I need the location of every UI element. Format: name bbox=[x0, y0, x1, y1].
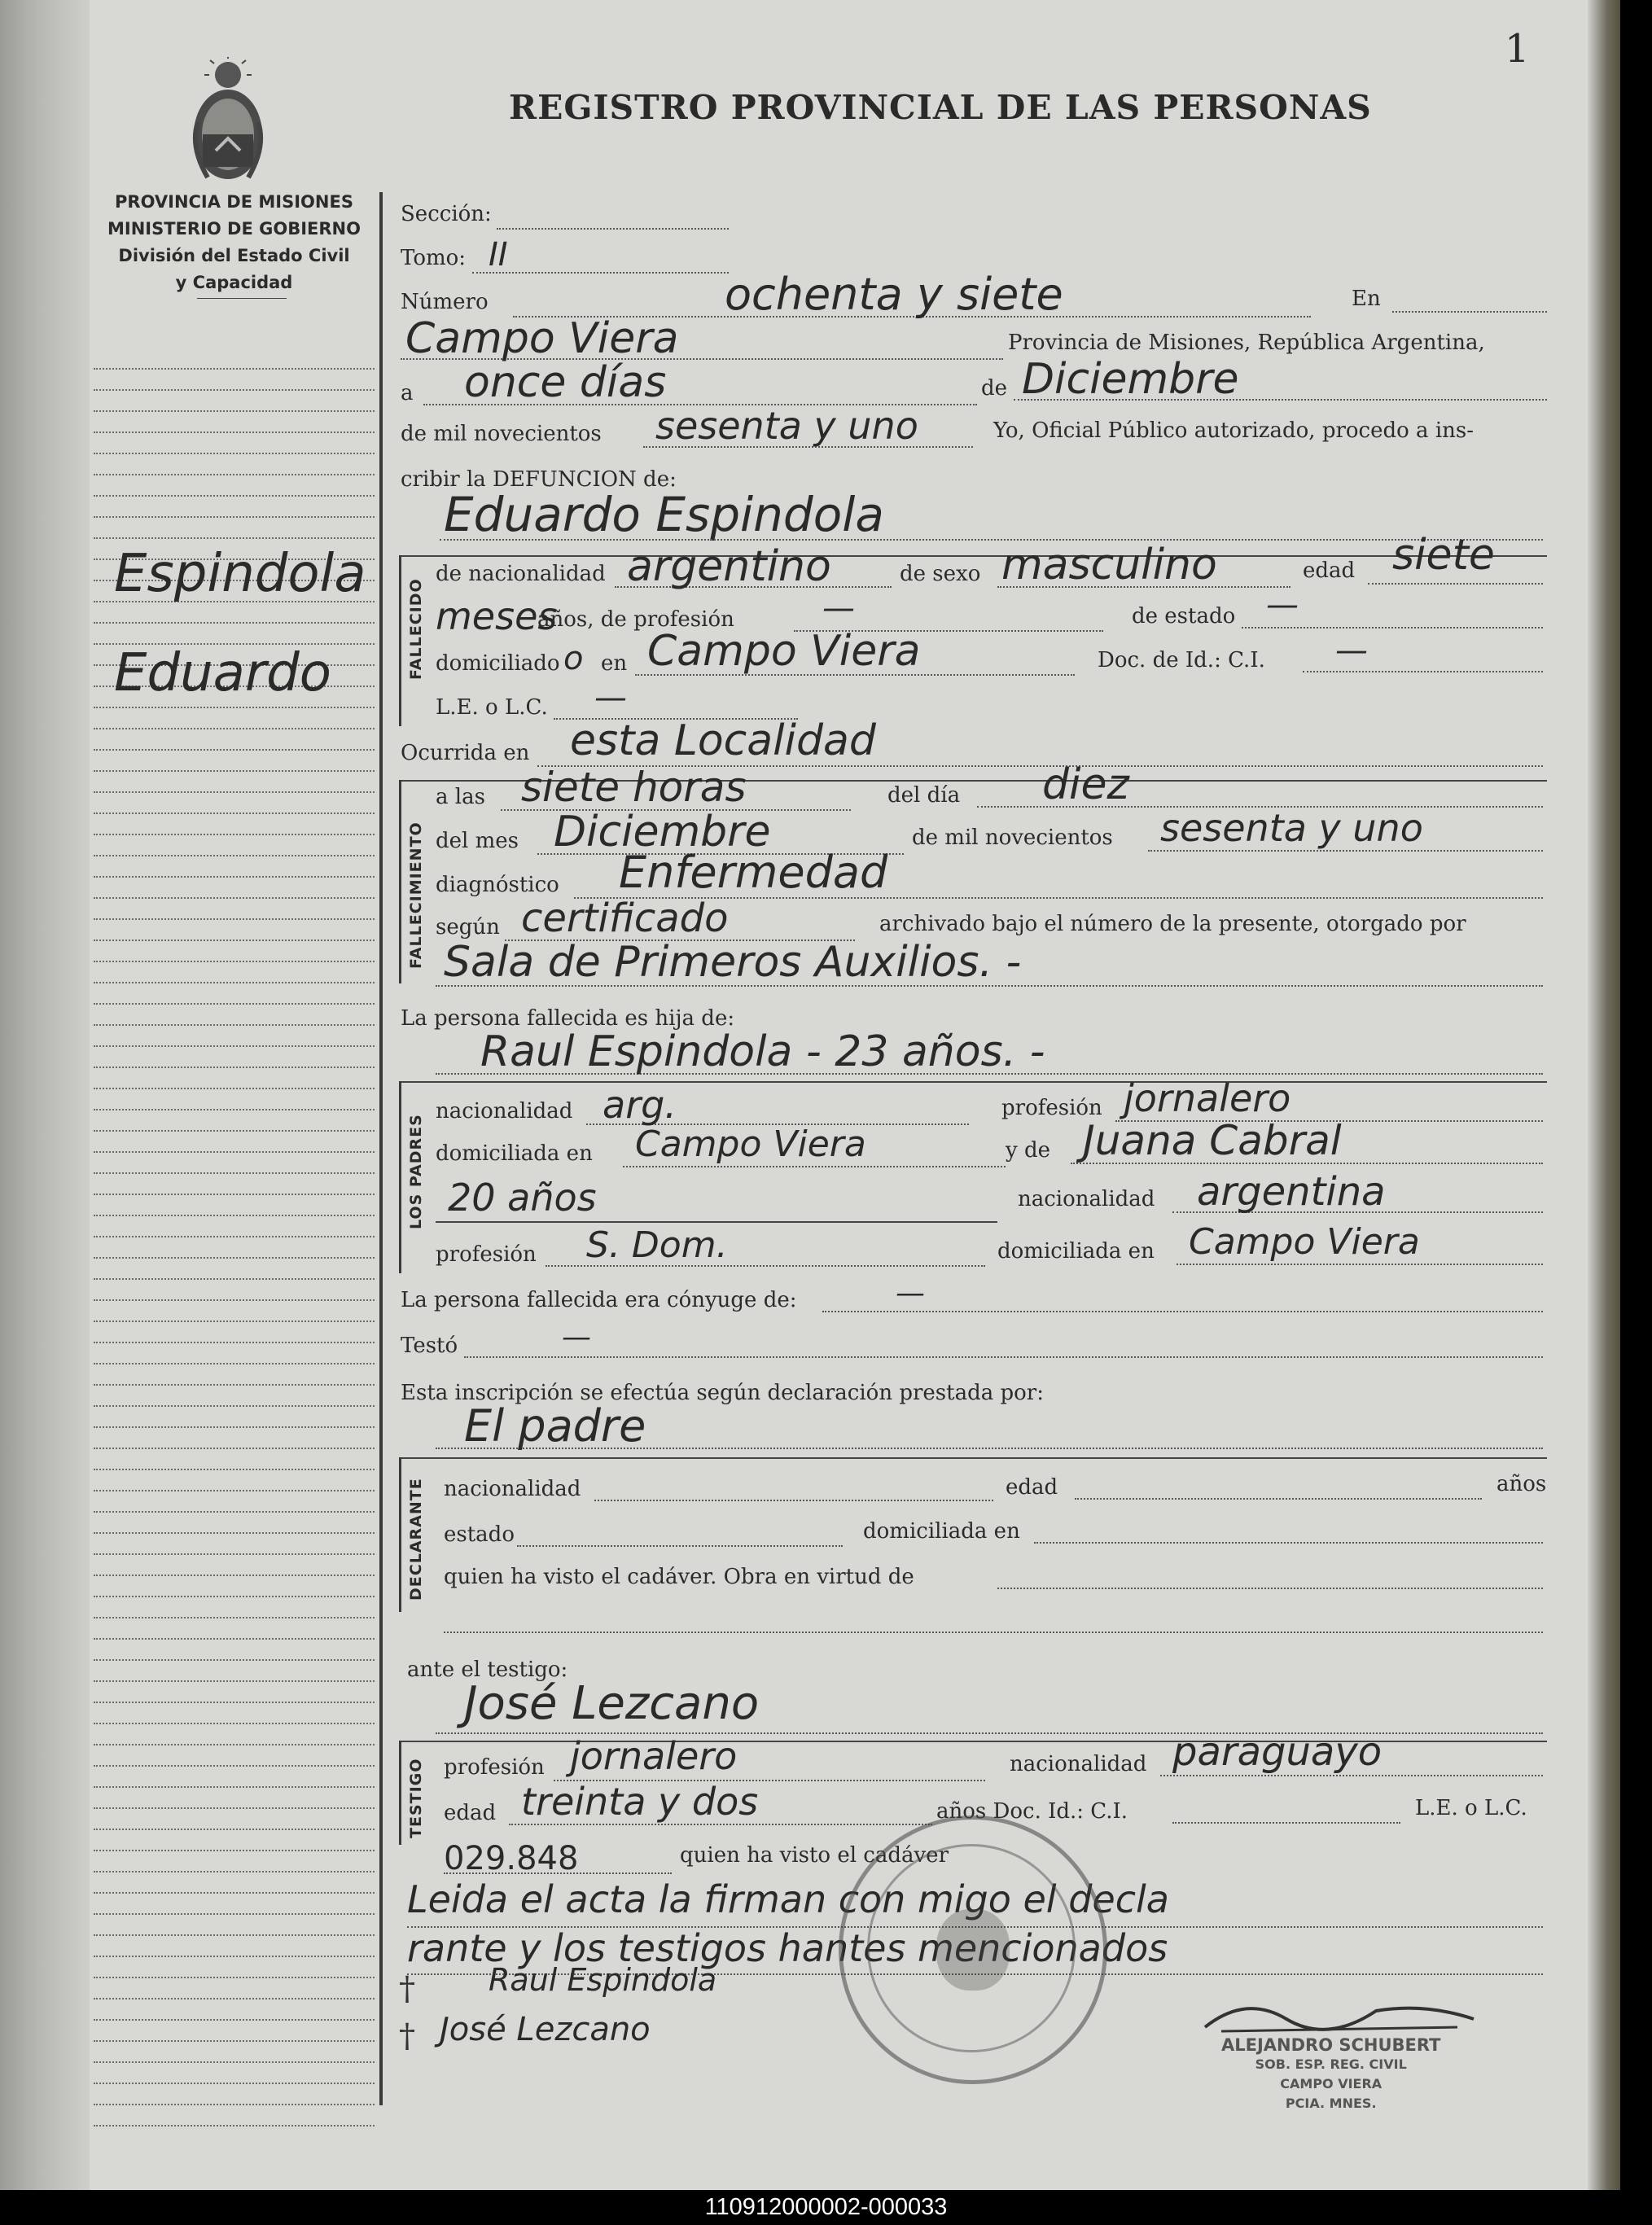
value-sexo: masculino bbox=[1001, 541, 1217, 589]
label-segun: según bbox=[436, 915, 500, 939]
value-meses: meses bbox=[436, 594, 558, 638]
cross-mark-2: † bbox=[399, 2017, 415, 2055]
closing-line-1: Leida el acta la firman con migo el decla bbox=[407, 1877, 1169, 1921]
label-del-dia: del día bbox=[887, 783, 961, 808]
label-a: a bbox=[401, 381, 414, 405]
label-t-profesion: profesión bbox=[444, 1755, 545, 1780]
value-segun: certificado bbox=[521, 896, 729, 941]
value-lugar: Campo Viera bbox=[405, 314, 679, 363]
value-declarante: El padre bbox=[464, 1400, 646, 1452]
label-padre-domiciliada: domiciliada en bbox=[436, 1141, 593, 1166]
section-fallecido: FALLECIDO bbox=[407, 578, 425, 680]
label-madre-profesion: profesión bbox=[436, 1242, 537, 1267]
label-de-mil: de mil novecientos bbox=[401, 422, 602, 446]
header-capacity: y Capacidad bbox=[175, 273, 293, 292]
label-t-visto: quien ha visto el cadáver bbox=[680, 1843, 949, 1868]
value-doc: — bbox=[1335, 632, 1368, 669]
value-t-doc: 029.848 bbox=[444, 1840, 579, 1877]
label-y-de: y de bbox=[1006, 1138, 1050, 1163]
section-padres: LOS PADRES bbox=[407, 1114, 425, 1229]
label-en: En bbox=[1352, 287, 1381, 311]
label-t-edad: edad bbox=[444, 1801, 497, 1825]
official-title-3: PCIA. MNES. bbox=[1285, 2096, 1377, 2111]
label-testo: Testó bbox=[401, 1334, 458, 1358]
value-anio: sesenta y uno bbox=[655, 404, 918, 448]
page-number: 1 bbox=[1505, 26, 1530, 72]
margin-surname: Espindola bbox=[114, 544, 366, 604]
value-madre-dom: Campo Viera bbox=[1189, 1221, 1420, 1263]
value-le: — bbox=[594, 679, 627, 716]
value-testo: — bbox=[562, 1321, 591, 1354]
value-padre-nac: arg. bbox=[603, 1083, 677, 1127]
label-oficial: Yo, Oficial Público autorizado, procedo a ins- bbox=[993, 418, 1475, 443]
label-archivado: archivado bajo el número de la presente, otorgado por bbox=[879, 912, 1466, 936]
label-le-lc: L.E. o L.C. bbox=[436, 695, 548, 720]
value-estado: — bbox=[1266, 586, 1299, 624]
value-t-edad: treinta y dos bbox=[521, 1780, 759, 1824]
value-madre-nac: argentina bbox=[1197, 1169, 1386, 1215]
value-mes-fallec: Diciembre bbox=[554, 808, 771, 856]
label-conyuge: La persona fallecida era cónyuge de: bbox=[401, 1288, 797, 1312]
label-a-las: a las bbox=[436, 785, 485, 809]
section-fallecimiento: FALLECIMIENTO bbox=[407, 821, 425, 969]
label-diagnostico: diagnóstico bbox=[436, 873, 559, 897]
label-padre-nacionalidad: nacionalidad bbox=[436, 1099, 573, 1123]
label-madre-nacionalidad: nacionalidad bbox=[1018, 1187, 1155, 1211]
value-conyuge: — bbox=[896, 1277, 925, 1310]
official-title-2: CAMPO VIERA bbox=[1280, 2076, 1383, 2091]
label-numero: Número bbox=[401, 290, 489, 314]
value-ocurrida: esta Localidad bbox=[570, 716, 876, 765]
value-horas: siete horas bbox=[521, 764, 747, 811]
value-domicilio: Campo Viera bbox=[647, 627, 921, 676]
header-province: PROVINCIA DE MISIONES bbox=[115, 192, 353, 212]
value-edad: siete bbox=[1392, 531, 1495, 580]
label-anos-prof: años, de profesión bbox=[537, 607, 734, 632]
label-decl-anos: años bbox=[1496, 1472, 1547, 1496]
label-madre-domiciliada: domiciliada en bbox=[997, 1239, 1155, 1264]
label-de: de bbox=[981, 376, 1008, 401]
official-title-1: SOB. ESP. REG. CIVIL bbox=[1255, 2056, 1407, 2072]
label-t-le-lc: L.E. o L.C. bbox=[1415, 1796, 1527, 1820]
label-cribir: cribir la DEFUNCION de: bbox=[401, 467, 677, 492]
value-madre-prof: S. Dom. bbox=[586, 1224, 728, 1266]
official-name: ALEJANDRO SCHUBERT bbox=[1221, 2035, 1441, 2055]
signature-testigo: José Lezcano bbox=[440, 2011, 651, 2048]
value-diagnostico: Enfermedad bbox=[619, 847, 888, 898]
label-inscripcion: Esta inscripción se efectúa según declaración prestada por: bbox=[401, 1381, 1044, 1405]
label-t-nacionalidad: nacionalidad bbox=[1010, 1752, 1147, 1776]
label-ante-testigo: ante el testigo: bbox=[407, 1658, 568, 1682]
value-testigo: José Lezcano bbox=[464, 1677, 760, 1730]
value-nacionalidad: argentino bbox=[627, 542, 831, 591]
value-profesion: — bbox=[822, 589, 855, 627]
value-padre-prof: jornalero bbox=[1124, 1076, 1291, 1120]
value-domicilio-num: o bbox=[563, 640, 584, 677]
value-madre: Juana Cabral bbox=[1083, 1117, 1342, 1164]
value-padre-dom: Campo Viera bbox=[635, 1123, 866, 1165]
footer-id: 110912000002-000033 bbox=[0, 2190, 1652, 2225]
closing-line-2: rante y los testigos hantes mencionados bbox=[407, 1926, 1168, 1970]
value-anio-fallec: sesenta y uno bbox=[1160, 806, 1423, 850]
value-padre: Raul Espindola - 23 años. - bbox=[480, 1027, 1045, 1076]
value-dias: once días bbox=[464, 358, 667, 407]
label-de-mil2: de mil novecientos bbox=[912, 826, 1113, 850]
label-t-anos-doc: años Doc. Id.: C.I. bbox=[936, 1799, 1128, 1824]
label-decl-domiciliada: domiciliada en bbox=[863, 1519, 1020, 1544]
value-dia: diez bbox=[1042, 760, 1129, 809]
value-tomo: II bbox=[489, 236, 508, 274]
label-edad: edad bbox=[1303, 558, 1356, 583]
coat-of-arms-icon bbox=[183, 57, 273, 187]
official-stamp bbox=[839, 1815, 1107, 2084]
document-title: REGISTRO PROVINCIAL DE LAS PERSONAS bbox=[509, 88, 1372, 127]
header-division: División del Estado Civil bbox=[118, 246, 350, 265]
value-mes: Diciembre bbox=[1022, 355, 1239, 404]
value-nombre: Eduardo Espindola bbox=[444, 487, 884, 542]
label-hija-de: La persona fallecida es hija de: bbox=[401, 1006, 735, 1031]
label-decl-nacionalidad: nacionalidad bbox=[444, 1477, 581, 1501]
signature-declarante: Raul Espindola bbox=[489, 1962, 717, 1998]
value-otorgado-por: Sala de Primeros Auxilios. - bbox=[444, 938, 1022, 987]
label-del-mes: del mes bbox=[436, 829, 519, 853]
label-ocurrida: Ocurrida en bbox=[401, 741, 530, 765]
label-en2: en bbox=[601, 651, 628, 676]
label-de-nacionalidad: de nacionalidad bbox=[436, 562, 606, 586]
header-ministry: MINISTERIO DE GOBIERNO bbox=[107, 219, 361, 239]
value-t-profesion: jornalero bbox=[570, 1734, 738, 1778]
label-decl-edad: edad bbox=[1006, 1475, 1058, 1500]
label-padre-profesion: profesión bbox=[1001, 1096, 1102, 1120]
section-declarante: DECLARANTE bbox=[407, 1478, 425, 1601]
label-decl-estado: estado bbox=[444, 1522, 515, 1547]
value-t-nacionalidad: paraguayo bbox=[1172, 1729, 1383, 1775]
label-de-estado: de estado bbox=[1132, 604, 1236, 629]
label-domiciliado: domiciliado bbox=[436, 651, 560, 676]
value-numero: ochenta y siete bbox=[725, 269, 1063, 320]
label-doc-id: Doc. de Id.: C.I. bbox=[1098, 648, 1265, 672]
cross-mark: † bbox=[399, 1970, 415, 2008]
section-testigo: TESTIGO bbox=[407, 1758, 425, 1838]
label-seccion: Sección: bbox=[401, 202, 492, 226]
label-decl-visto: quien ha visto el cadáver. Obra en virtud de bbox=[444, 1565, 914, 1589]
label-provincia: Provincia de Misiones, República Argentina, bbox=[1008, 331, 1485, 355]
label-tomo: Tomo: bbox=[401, 246, 467, 270]
value-madre-edad: 20 años bbox=[448, 1176, 597, 1220]
margin-given-name: Eduardo bbox=[114, 643, 331, 703]
label-de-sexo: de sexo bbox=[900, 562, 981, 586]
